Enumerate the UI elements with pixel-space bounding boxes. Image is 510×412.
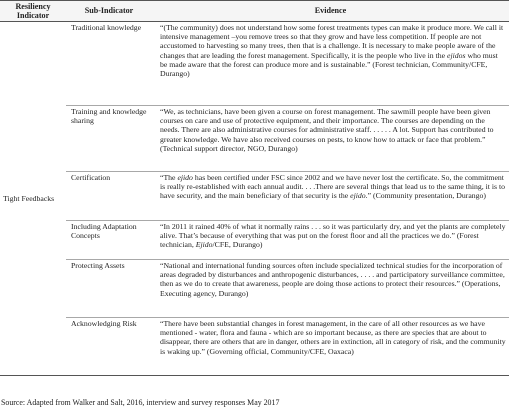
table-row [0, 22, 509, 106]
sub-indicator-cell: Traditional knowledge [66, 22, 152, 106]
header-evidence: Evidence [152, 1, 509, 22]
source-note: Source: Adapted from Walker and Salt, 2016, interview and survey responses May 2017 [1, 398, 280, 407]
evidence-italic-term: ejidos [447, 50, 466, 60]
indicator-cell: Tight Feedbacks [0, 22, 66, 376]
sub-indicator-cell: Acknowledging Risk [66, 318, 152, 376]
sub-indicator-cell: Training and knowledge sharing [66, 106, 152, 172]
table-header-row [0, 1, 509, 22]
table-row [0, 221, 509, 260]
sub-indicator-cell: Protecting Assets [66, 260, 152, 318]
header-sub-indicator: Sub-Indicator [66, 1, 152, 22]
table-row [0, 106, 509, 172]
table-row [0, 172, 509, 221]
table-row [0, 318, 509, 376]
evidence-cell: “(The community) does not understand how some forest treatments types can make it produce more. We call it intensive management –you remove trees so that they grow and have less competition. If people are not accustomed to harvesting so many trees, then that is a challenge. It is necessary to make people aware of the changes that are leading the forest management. Specifically, it is the people who live in the ejidos who must be made aware that the forest can produce more and is sustainable.” (Forest technician, Community/CFE, Durango) [152, 22, 509, 106]
evidence-italic-term: Ejido [195, 240, 213, 250]
evidence-italic-term: ejido [350, 191, 366, 201]
evidence-cell: “National and international funding sources often include specialized technical studies for the incorporation of areas degraded by disturbances and anthropogenic disturbances, . . . . and participatory surveillance committee, then as we do to create that awareness, people are doing those actions to protect their resources.” (Operations, Executing agency, Durango) [152, 260, 509, 318]
sub-indicator-cell: Certification [66, 172, 152, 221]
evidence-cell: “The ejido has been certified under FSC since 2002 and we have never lost the certificate. So, the commitment is really re-established with each annual audit. . . .There are several things that lead us to the same thing, it is to have security, and the main beneficiary of that security is the ejido.” (Community presentation, Durango) [152, 172, 509, 221]
evidence-cell: “We, as technicians, have been given a course on forest management. The sawmill people have been given courses on care and use of protective equipment, and their importance. The courses are depending on the needs. There are also administrative courses for administrative staff. . . . . . A lot. Support has contributed to greater knowledge. We have also received courses on pests, to know how to attack or face that problem.” (Technical support director, NGO, Durango) [152, 106, 509, 172]
sub-indicator-cell: Including Adaptation Concepts [66, 221, 152, 260]
header-resiliency-indicator: Resiliency Indicator [0, 1, 66, 22]
evidence-cell: “There have been substantial changes in forest management, in the care of all other resources as we have mentioned - water, flora and fauna - which are so important because, as there are species that are about to disappear, there are others that are in danger, others are in extinction, all in category of risk, and the community is waking up.” (Governing official, Community/CFE, Oaxaca) [152, 318, 509, 376]
evidence-italic-term: ejido [177, 173, 193, 182]
evidence-cell: “In 2011 it rained 40% of what it normally rains . . . so it was particularly dry, and yet the plants are completely alive. That’s because of everything that was put on the forest floor and all the practices we do.” (Forest technician, Ejido/CFE, Durango) [152, 221, 509, 260]
table-row [0, 260, 509, 318]
